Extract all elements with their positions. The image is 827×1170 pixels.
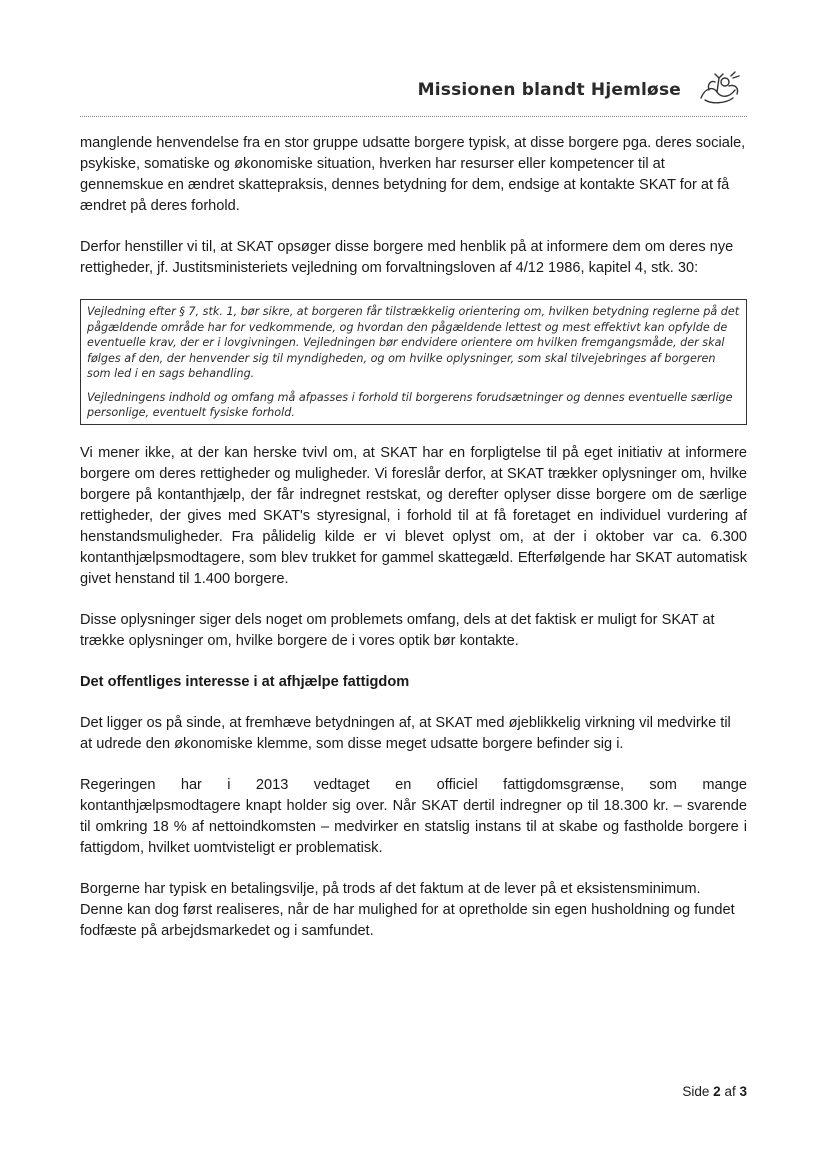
letterhead [80, 64, 745, 110]
organization-name: Missionen blandt Hjemløse [417, 80, 681, 100]
word: Regeringen [80, 776, 156, 793]
guidance-quote-box [80, 299, 747, 425]
paragraph-1: manglende henvendelse fra en stor gruppe udsatte borgere typisk, at disse borgere pga. deres sociale, psykiske, somatiske og økonomiske situation, hverken har resurser eller kompetencer til at gennemskue en ændret skattepraksis, dennes betydning for dem, endsige at kontakte SKAT for at få ændret på deres forhold. [80, 135, 746, 214]
paragraph-7: Borgerne har typisk en betalingsvilje, på trods af det faktum at de lever på et eksistensminimum. Denne kan dog først realiseres, når de har mulighed for at opretholde sin egen husholdning og fundet fodfæste på arbejdsmarkedet og i samfundet. [80, 880, 735, 939]
paragraph-4: Disse oplysninger siger dels noget om problemets omfang, dels at det faktisk er muligt for SKAT at trække oplysninger om, hvilke borgere de i vores optik bør kontakte. [80, 611, 715, 649]
word: som [649, 776, 677, 793]
paragraph-6 [80, 775, 747, 859]
paragraph-6-rest: kontanthjælpsmodtagere knapt holder sig over. Når SKAT dertil indregner op til 18.300 kr. – svarende til omkring 18 % af nettoindkomsten – medvirker en statslig instans til at skabe og fastholde borgere i fattigdom, hvilket uomtvisteligt er problematisk. [80, 797, 747, 856]
word: en [395, 776, 412, 793]
paragraph-3: Vi mener ikke, at der kan herske tvivl om, at SKAT har en forpligtelse til på eget initiativ at informere borgere om deres rettigheder og muligheder. Vi foreslår derfor, at SKAT trækker oplysninger om, hvilke borgere på kontanthjælp, der får indregnet restskat, og derefter oplyser disse borgere om de særlige rettigheder, der gives med SKAT's styresignal, i forhold til at få foretaget en individuel vurdering af henstandsmuligheder. Fra pålidelig kilde er vi blevet oplyst om, at der i oktober var ca. 6.300 kontanthjælpsmodtagere, som blev trukket for gammel skattegæld. Efterfølgende har SKAT automatisk givet henstand til 1.400 borgere. [80, 444, 747, 587]
word: fattigdomsgrænse, [503, 776, 625, 793]
paragraph-5: Det ligger os på sinde, at fremhæve betydningen af, at SKAT med øjeblikkelig virkning vil medvirke til at udrede den økonomiske klemme, som disse meget udsatte borgere befinder sig i. [80, 714, 731, 752]
footer-side-label: Side [682, 1084, 710, 1099]
footer-page-number: 2 [713, 1084, 721, 1099]
letter-body [80, 133, 747, 962]
word: har [180, 776, 202, 793]
word: vedtaget [313, 776, 370, 793]
quote-paragraph-2: Vejledningens indhold og omfang må afpasses i forhold til borgerens forudsætninger og dennes eventuelle særlige personlige, eventuelt fysiske forhold. [87, 390, 733, 419]
quote-paragraph-1: Vejledning efter § 7, stk. 1, bør sikre, at borgeren får tilstrækkelig orientering om, hvilken betydning reglerne på det pågældende område har for vedkommende, og hvordan den pågældende lettest og mest effektivt kan opfylde de eventuelle krav, der er i lovgivningen. Vejledningen bør endvidere orientere om hvilken fremgangsmåde, der skal følges af den, der henvender sig til myndigheden, og om hvilke oplysninger, som skal tilvejebringes af borgeren som led i en sags behandling. [87, 305, 740, 380]
word: officiel [436, 776, 478, 793]
paragraph-6-first-line [80, 775, 747, 796]
section-heading: Det offentliges interesse i at afhjælpe fattigdom [80, 673, 410, 690]
word: 2013 [255, 776, 289, 793]
header-divider [80, 116, 747, 117]
word: mange [702, 776, 747, 793]
paragraph-2: Derfor henstiller vi til, at SKAT opsøger disse borgere med henblik på at informere dem om deres nye rettigheder, jf. Justitsministeriets vejledning om forvaltningsloven af 4/12 1986, kapitel 4, stk. 30: [80, 239, 734, 276]
word: i [227, 776, 231, 793]
mission-logo-icon [695, 68, 743, 108]
footer-of-label: af [724, 1084, 736, 1099]
footer-total-pages: 3 [739, 1084, 747, 1099]
page-footer [682, 1084, 747, 1099]
